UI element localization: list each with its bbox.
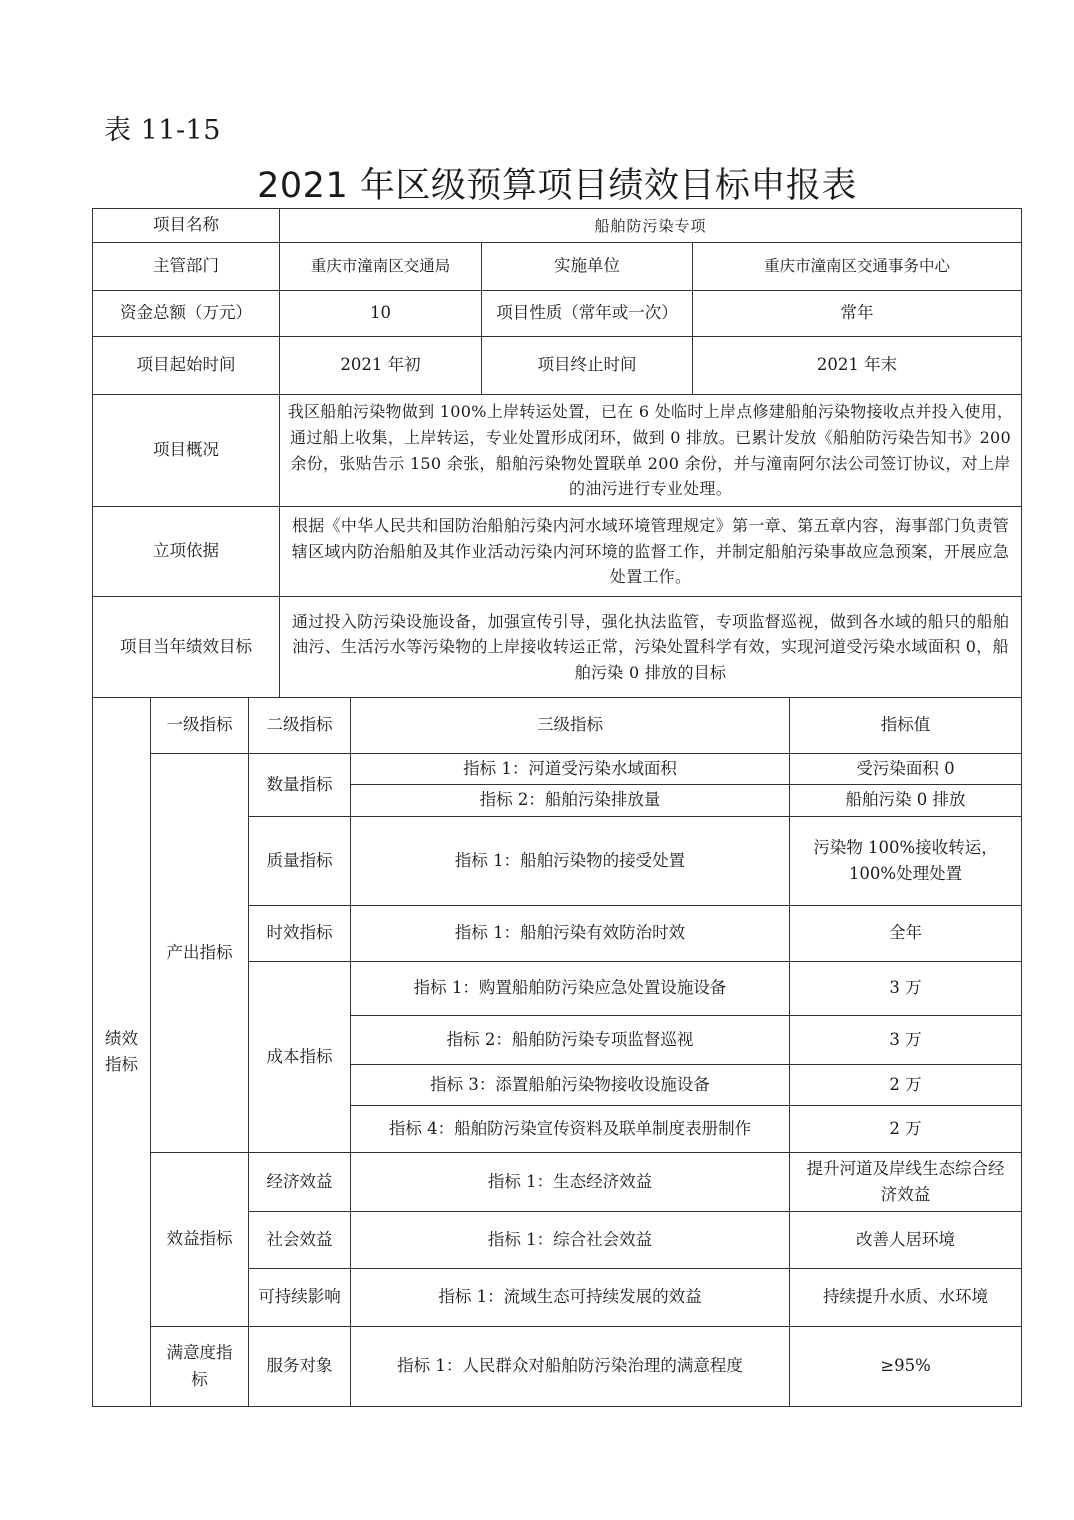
document-title: 2021 年区级预算项目绩效目标申报表 xyxy=(257,166,857,206)
row-indicator-headers xyxy=(93,698,1022,754)
indicator-value: 3 万 xyxy=(790,962,1022,1016)
indicator-name: 指标 3：添置船舶污染物接收设施设备 xyxy=(351,1065,790,1106)
indicator-name: 指标 1：流域生态可持续发展的效益 xyxy=(351,1269,790,1327)
goal-text: 通过投入防污染设施设备，加强宣传引导，强化执法监管，专项监督巡视，做到各水域的船只的船舶油污、生活污水等污染物的上岸接收转运正常，污染处置科学有效，实现河道受污染水域面积 0，船舶污染 0 排放的目标 xyxy=(280,597,1022,698)
quality-label: 质量指标 xyxy=(249,817,351,906)
timeliness-label: 时效指标 xyxy=(249,906,351,962)
indicator-row xyxy=(93,1327,1022,1407)
row-goal xyxy=(93,597,1022,698)
indicator-value: 提升河道及岸线生态综合经济效益 xyxy=(790,1153,1022,1212)
dept-label: 主管部门 xyxy=(93,243,280,291)
overview-text: 我区船舶污染物做到 100%上岸转运处置，已在 6 处临时上岸点修建船舶污染物接收点并投入使用，通过船上收集，上岸转运，专业处置形成闭环，做到 0 排放。已累计发放《船舶防污染告知书》200 余份，张贴告示 150 余张，船舶污染物处置联单 200 余份，并与潼南阿尔法公司签订协议，对上岸的油污进行专业处理。 xyxy=(280,395,1022,507)
project-name-value: 船舶防污染专项 xyxy=(280,209,1022,243)
sustainable-label: 可持续影响 xyxy=(249,1269,351,1327)
impl-value: 重庆市潼南区交通事务中心 xyxy=(693,243,1022,291)
indicator-value: 2 万 xyxy=(790,1065,1022,1106)
indicator-name: 指标 1：河道受污染水域面积 xyxy=(351,754,790,785)
row-project-name xyxy=(93,209,1022,243)
satisfaction-label: 满意度指标 xyxy=(151,1327,249,1407)
indicator-name: 指标 2：船舶污染排放量 xyxy=(351,785,790,817)
indicator-value: ≥95% xyxy=(790,1327,1022,1407)
indicator-value: 船舶污染 0 排放 xyxy=(790,785,1022,817)
end-label: 项目终止时间 xyxy=(482,337,693,395)
row-time xyxy=(93,337,1022,395)
indicator-value: 污染物 100%接收转运，100%处理处置 xyxy=(790,817,1022,906)
service-label: 服务对象 xyxy=(249,1327,351,1407)
row-overview xyxy=(93,395,1022,507)
output-label: 产出指标 xyxy=(151,754,249,1153)
indicator-name: 指标 2：船舶防污染专项监督巡视 xyxy=(351,1016,790,1065)
row-fund xyxy=(93,291,1022,337)
indicator-name: 指标 1：综合社会效益 xyxy=(351,1212,790,1269)
fund-label: 资金总额（万元） xyxy=(93,291,280,337)
goal-label: 项目当年绩效目标 xyxy=(93,597,280,698)
quantity-label: 数量指标 xyxy=(249,754,351,817)
row-department xyxy=(93,243,1022,291)
dept-value: 重庆市潼南区交通局 xyxy=(280,243,482,291)
basis-text: 根据《中华人民共和国防治船舶污染内河水域环境管理规定》第一章、第五章内容，海事部门负责管辖区域内防治船舶及其作业活动污染内河环境的监督工作，并制定船舶污染事故应急预案，开展应急处置工作。 xyxy=(280,507,1022,597)
social-label: 社会效益 xyxy=(249,1212,351,1269)
indicator-name: 指标 1：船舶污染物的接受处置 xyxy=(351,817,790,906)
basis-label: 立项依据 xyxy=(93,507,280,597)
performance-section-label: 绩效 指标 xyxy=(93,698,151,1407)
benefit-label: 效益指标 xyxy=(151,1153,249,1327)
header-level3: 三级指标 xyxy=(351,698,790,754)
start-value: 2021 年初 xyxy=(280,337,482,395)
fund-value: 10 xyxy=(280,291,482,337)
impl-label: 实施单位 xyxy=(482,243,693,291)
indicator-value: 持续提升水质、水环境 xyxy=(790,1269,1022,1327)
indicator-name: 指标 1：人民群众对船舶防污染治理的满意程度 xyxy=(351,1327,790,1407)
header-value: 指标值 xyxy=(790,698,1022,754)
indicator-name: 指标 1：购置船舶防污染应急处置设施设备 xyxy=(351,962,790,1016)
indicator-value: 改善人居环境 xyxy=(790,1212,1022,1269)
start-label: 项目起始时间 xyxy=(93,337,280,395)
economic-label: 经济效益 xyxy=(249,1153,351,1212)
indicator-value: 全年 xyxy=(790,906,1022,962)
indicator-value: 3 万 xyxy=(790,1016,1022,1065)
header-level2: 二级指标 xyxy=(249,698,351,754)
nature-value: 常年 xyxy=(693,291,1022,337)
nature-label: 项目性质（常年或一次） xyxy=(482,291,693,337)
table-number: 表 11-15 xyxy=(104,115,221,146)
performance-form-table xyxy=(92,208,1022,1407)
indicator-row xyxy=(93,754,1022,785)
overview-label: 项目概况 xyxy=(93,395,280,507)
cost-label: 成本指标 xyxy=(249,962,351,1153)
header-level1: 一级指标 xyxy=(151,698,249,754)
project-name-label: 项目名称 xyxy=(93,209,280,243)
indicator-value: 2 万 xyxy=(790,1106,1022,1153)
indicator-name: 指标 1：生态经济效益 xyxy=(351,1153,790,1212)
row-basis xyxy=(93,507,1022,597)
end-value: 2021 年末 xyxy=(693,337,1022,395)
indicator-value: 受污染面积 0 xyxy=(790,754,1022,785)
indicator-name: 指标 1：船舶污染有效防治时效 xyxy=(351,906,790,962)
indicator-row xyxy=(93,1153,1022,1212)
indicator-name: 指标 4：船舶防污染宣传资料及联单制度表册制作 xyxy=(351,1106,790,1153)
